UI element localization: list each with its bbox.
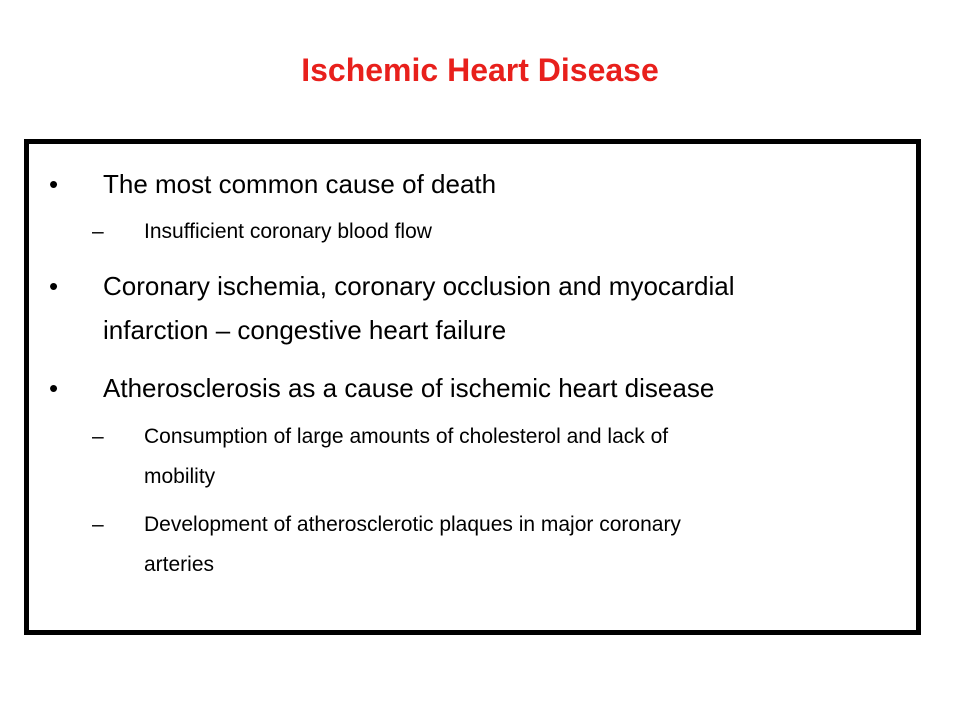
sub-bullet-text-line-1: Consumption of large amounts of cholesterol and lack of	[144, 425, 669, 448]
sub-bullet-text-line-2: mobility	[144, 465, 216, 488]
dash-marker: –	[92, 513, 104, 536]
bullet-item-3	[29, 366, 909, 410]
bullet-marker: •	[49, 271, 59, 301]
bullet-item-2	[29, 264, 909, 352]
sub-bullet-text-line-2: arteries	[144, 553, 215, 576]
bullet-text-line-2: infarction – congestive heart failure	[103, 315, 507, 345]
slide-title: Ischemic Heart Disease	[301, 52, 659, 88]
bullet-text-line-1: Coronary ischemia, coronary occlusion and myocardial	[103, 271, 735, 301]
sub-bullet-item-1-1	[29, 212, 909, 252]
sub-bullet-item-3-2	[29, 505, 909, 585]
sub-bullet-item-3-1	[29, 417, 909, 497]
content-box	[24, 139, 921, 635]
dash-marker: –	[92, 425, 104, 448]
bullet-item-1	[29, 162, 909, 206]
bullet-text: Atherosclerosis as a cause of ischemic heart disease	[103, 373, 715, 403]
dash-marker: –	[92, 220, 104, 243]
sub-bullet-text: Insufficient coronary blood flow	[144, 220, 432, 243]
bullet-text: The most common cause of death	[103, 169, 497, 199]
bullet-marker: •	[49, 169, 59, 199]
sub-bullet-text-line-1: Development of atherosclerotic plaques in major coronary	[144, 513, 681, 536]
bullet-marker: •	[49, 373, 59, 403]
